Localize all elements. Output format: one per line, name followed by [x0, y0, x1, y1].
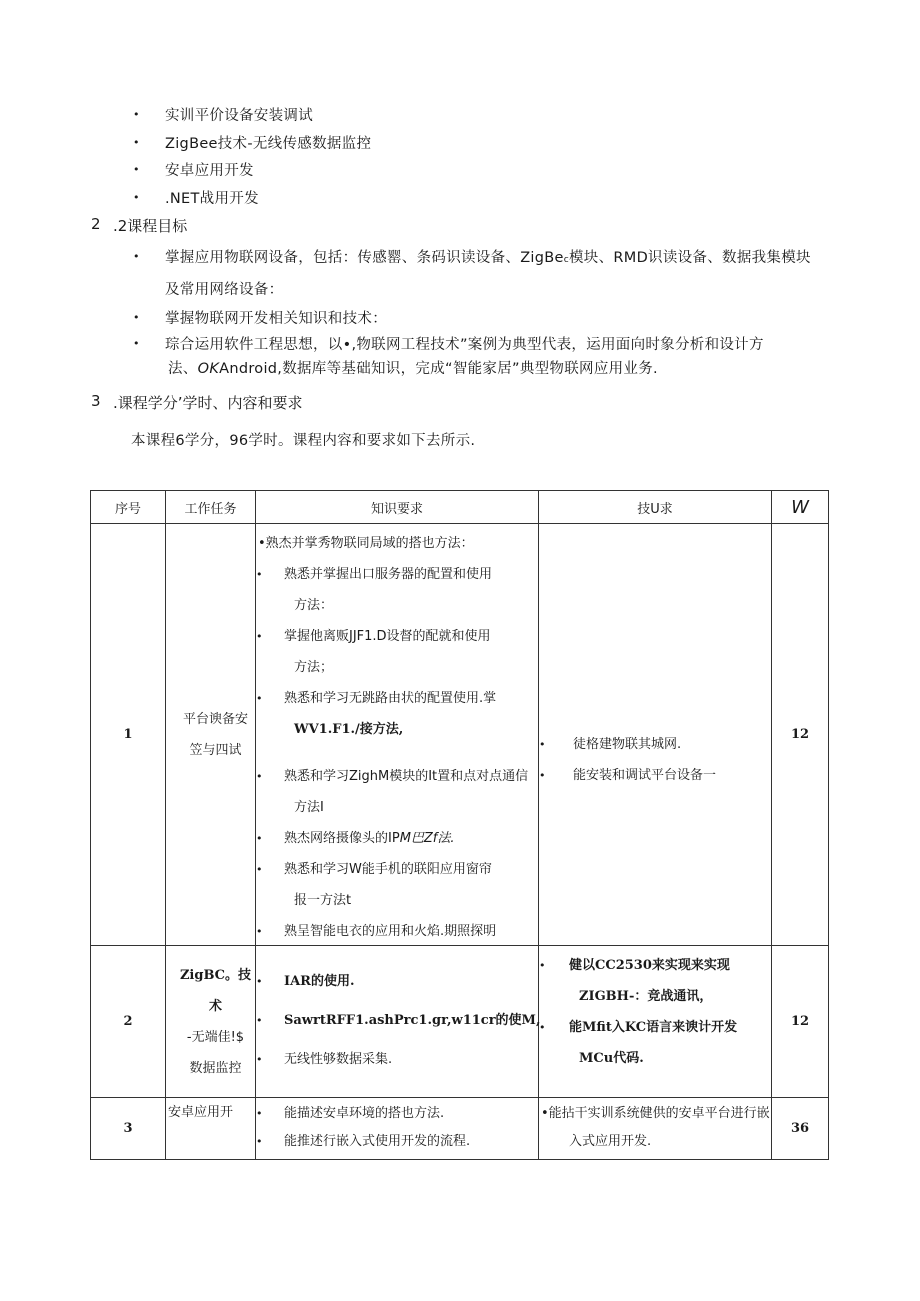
knowledge-cell — [256, 524, 539, 946]
knowledge-item: • 熟杰网络摄像头的IPM巴Zf法. — [256, 823, 538, 854]
bullet-icon: • — [256, 770, 263, 783]
skills-cell — [539, 524, 772, 946]
knowledge-item-continuation: WV1.F1./接方法, — [294, 722, 404, 737]
bullet-icon: • — [133, 250, 140, 263]
bullet-icon: • — [256, 1107, 263, 1120]
list-item: 安卓应用开发 — [165, 163, 254, 179]
row-number: 1 — [91, 524, 166, 946]
hours-cell: 36 — [772, 1098, 829, 1160]
skill-item: • 健以CC2530来实现来实现 — [539, 950, 771, 981]
bullet-icon: • — [539, 768, 546, 782]
knowledge-item: • 能推述行嵌入式使用开发的流程. — [256, 1128, 538, 1156]
knowledge-item-continuation: 报一方法t — [294, 893, 352, 908]
bullet-icon: • — [256, 1135, 263, 1148]
bullet-icon: • — [256, 925, 263, 938]
knowledge-item-continuation: 方法I — [294, 800, 324, 815]
knowledge-item: • 熟悉并掌握出口服务器的配置和使用 — [256, 559, 538, 590]
knowledge-item-continuation: 方法： — [294, 598, 334, 613]
skill-item: • 徒格建物联其城网. — [539, 729, 771, 760]
skill-item: •能拈干实训系统健供的安卓平台进行嵌 — [541, 1106, 770, 1121]
table-header-row — [91, 491, 829, 524]
skills-cell — [539, 1098, 772, 1160]
header-cell: W — [772, 491, 829, 524]
knowledge-item: • 掌握他离贩JJF1.D设督的配就和使用 — [256, 621, 538, 652]
knowledge-item: • 无线性够数据采集. — [256, 1044, 538, 1075]
knowledge-item-continuation: 方法； — [294, 660, 334, 675]
bullet-icon: • — [256, 568, 263, 581]
task-cell — [166, 1098, 256, 1160]
section-number: 2 — [91, 215, 101, 233]
list-item: 掌握应用物联网设备，包括：传感罂、条码识读设备、ZigBec模块、RMD识读设备、数据我集模块 — [165, 250, 811, 266]
header-cell: 知识要求 — [256, 491, 539, 524]
skill-item: • 能Mfit入KC语言来谀计开发 — [539, 1012, 771, 1043]
skills-cell — [539, 946, 772, 1098]
skill-item-continuation: 入式应用开发. — [569, 1134, 652, 1149]
knowledge-cell — [256, 946, 539, 1098]
task-line: -无端佳!$ — [186, 1029, 245, 1045]
list-item-continuation: 及常用网络设备： — [165, 282, 284, 298]
bullet-icon: • — [133, 136, 140, 149]
bullet-icon: • — [133, 163, 140, 176]
bullet-icon: • — [256, 832, 263, 845]
bullet-icon: • — [133, 337, 140, 350]
section-intro: 本课程6学分，96学时。课程内容和要求如下去所示. — [131, 433, 476, 449]
bullet-icon: • — [256, 863, 263, 876]
section-title: .2课程目标 — [113, 217, 188, 235]
list-item: 掌握物联网开发相关知识和技术： — [165, 311, 387, 327]
task-line: 数据监控 — [189, 1060, 242, 1076]
task-cell — [166, 524, 256, 946]
bullet-icon: • — [256, 1014, 263, 1027]
row-number: 2 — [91, 946, 166, 1098]
bullet-icon: • — [133, 108, 140, 121]
list-item-continuation: 法、OKAndroid,数据库等基础知识，完成“智能家居”典型物联网应用业务. — [168, 361, 658, 377]
bullet-icon: • — [256, 630, 263, 643]
section-number: 3 — [91, 392, 101, 410]
bullet-icon: • — [256, 1053, 263, 1066]
table-row — [91, 524, 829, 946]
hours-cell: 12 — [772, 524, 829, 946]
list-item: .NET战用开发 — [165, 191, 259, 207]
list-item: 实训平价设备安装调试 — [165, 108, 313, 124]
knowledge-item: • 熟呈智能电衣的应用和火焰.期照探明 — [256, 916, 538, 944]
bullet-icon: • — [539, 737, 546, 751]
bullet-icon: • — [133, 311, 140, 324]
row-number: 3 — [91, 1098, 166, 1160]
knowledge-item: • 能描述安卓环境的搭也方法. — [256, 1100, 538, 1128]
table-row — [91, 1098, 829, 1160]
course-table — [90, 490, 829, 1160]
table-row — [91, 946, 829, 1098]
knowledge-item: • 熟悉和学习ZighM模块的It置和点对点通信 — [256, 761, 538, 792]
task-line: 笠与四试 — [189, 742, 242, 758]
header-cell: 序号 — [91, 491, 166, 524]
task-cell — [166, 946, 256, 1098]
header-cell: 工作任务 — [166, 491, 256, 524]
skill-item-continuation: MCu代码. — [579, 1051, 644, 1066]
list-item: 琮合运用软件工程思想，以•,物联网工程技术”案例为典型代表，运用面向时象分析和设计方 — [165, 337, 764, 353]
bullet-icon: • — [539, 959, 546, 972]
task-line: ZigBC。技术 — [179, 967, 252, 1014]
knowledge-cell — [256, 1098, 539, 1160]
knowledge-item: • SawrtRFF1.ashPrc1.gr,w11cr的使M, — [256, 1005, 538, 1036]
bullet-icon: • — [256, 975, 263, 988]
list-item: ZigBee技术-无线传感数据监控 — [165, 136, 372, 152]
knowledge-item: • IAR的使用. — [256, 966, 538, 997]
knowledge-item: • 熟悉和学习W能手机的联阳应用窗帘 — [256, 854, 538, 885]
task-line: 平台谀备安 — [182, 711, 248, 727]
skill-item: • 能安装和调试平台设备一 — [539, 760, 771, 791]
bullet-icon: • — [133, 191, 140, 204]
task-line: 安卓应用开 — [168, 1105, 234, 1120]
skill-item-continuation: ZIGBH-：竞战通讯， — [579, 989, 713, 1004]
header-cell: 技U求 — [539, 491, 772, 524]
section-title: .课程学分’学时、内容和要求 — [113, 394, 303, 412]
bullet-icon: • — [256, 692, 263, 705]
hours-cell: 12 — [772, 946, 829, 1098]
knowledge-item: •熟杰并掌秀物联同局域的搭也方法： — [258, 536, 474, 551]
bullet-icon: • — [539, 1021, 546, 1034]
knowledge-item: • 熟悉和学习无跳路由状的配置使用.掌 — [256, 683, 538, 714]
